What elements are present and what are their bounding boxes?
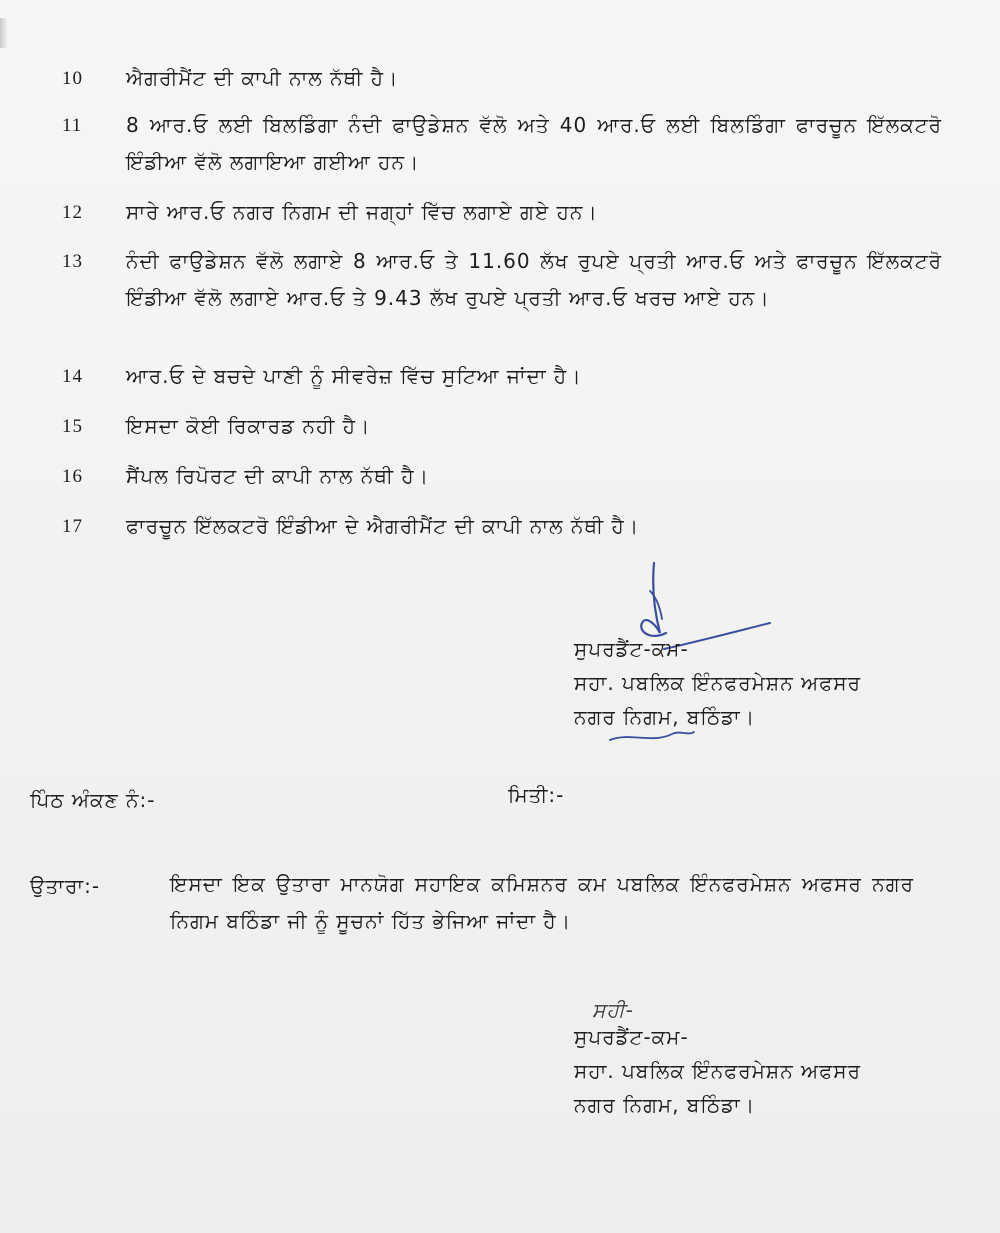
item-number: 13 [62,251,83,272]
item-number: 12 [62,202,83,223]
item-number: 10 [62,68,83,89]
handwritten-signed-mark: ਸਹੀ- [592,998,634,1022]
item-text: ਇਸਦਾ ਕੋਈ ਰਿਕਾਰਡ ਨਹੀ ਹੈ। [126,414,371,438]
signature-underline-scribble [606,726,696,746]
officer-title: ਸਹਾ. ਪਬਲਿਕ ਇੰਨਫਰਮੇਸ਼ਨ ਅਫਸਰ [574,1059,862,1083]
signature-block [574,632,861,734]
copy-text: ਇਸਦਾ ਇਕ ਉਤਾਰਾ ਮਾਨਯੋਗ ਸਹਾਇਕ ਕਮਿਸ਼ਨਰ ਕਮ ਪਬਲਿਕ ਇੰਨਫਰਮੇਸ਼ਨ ਅਫਸਰ ਨਗਰ ਨਿਗਮ ਬਠਿੰਡਾ ਜੀ ਨੂੰ ਸੂਚਨਾਂ ਹਿੱਤ ਭੇਜਿਆ ਜਾਂਦਾ ਹੈ। [170,872,914,933]
designation-text: ਸੁਪਰਡੈਂਟ-ਕਮ- [574,1025,689,1049]
item-text: 8 ਆਰ.ਓ ਲਈ ਬਿਲਡਿੰਗਾ ਨੰਦੀ ਫਾਉਡੇਸ਼ਨ ਵੱਲੋ ਅਤੇ 40 ਆਰ.ਓ ਲਈ ਬਿਲਡਿੰਗਾ ਫਾਰਚੂਨ ਇੱਲਕਟਰੋ ਇੰਡੀਆ ਵੱਲੋ ਲਗਾਇਆ ਗਈਆ ਹਨ। [126,113,942,174]
office-name: ਨਗਰ ਨਿਗਮ, ਬਠਿੰਡਾ। [574,705,756,729]
signature-block [574,1020,861,1122]
item-number: 11 [62,115,83,136]
office-name: ਨਗਰ ਨਿਗਮ, ਬਠਿੰਡਾ। [574,1093,756,1117]
item-number: 14 [62,366,83,387]
item-text: ਐਗਰੀਮੈਂਟ ਦੀ ਕਾਪੀ ਨਾਲ ਨੱਥੀ ਹੈ। [126,66,399,90]
item-text: ਸਾਰੇ ਆਰ.ਓ ਨਗਰ ਨਿਗਮ ਦੀ ਜਗ੍ਹਾਂ ਵਿੱਚ ਲਗਾਏ ਗਏ ਹਨ। [126,200,598,224]
item-text: ਫਾਰਚੂਨ ਇੱਲਕਟਰੋ ਇੰਡੀਆ ਦੇ ਐਗਰੀਮੈਂਟ ਦੀ ਕਾਪੀ ਨਾਲ ਨੱਥੀ ਹੈ। [126,514,640,538]
item-text: ਆਰ.ਓ ਦੇ ਬਚਦੇ ਪਾਣੀ ਨੂੰ ਸੀਵਰੇਜ਼ ਵਿੱਚ ਸੁਟਿਆ ਜਾਂਦਾ ਹੈ। [126,364,582,388]
endorsement-date-label: ਮਿਤੀ:- [508,783,565,807]
officer-title: ਸਹਾ. ਪਬਲਿਕ ਇੰਨਫਰਮੇਸ਼ਨ ਅਫਸਰ [574,671,862,695]
scan-edge-mark [0,18,8,48]
designation-text: ਸੁਪਰਡੈਂਟ-ਕਮ- [574,637,689,661]
item-number: 17 [62,516,83,537]
copy-label: ਉਤਾਰਾ:- [30,874,101,898]
endorsement-number-label: ਪਿੰਠ ਅੰਕਣ ਨੰ:- [30,788,156,812]
item-number: 15 [62,416,83,437]
item-text: ਸੈਂਪਲ ਰਿਪੋਰਟ ਦੀ ਕਾਪੀ ਨਾਲ ਨੱਥੀ ਹੈ। [126,464,430,488]
item-text: ਨੰਦੀ ਫਾਉਡੇਸ਼ਨ ਵੱਲੋ ਲਗਾਏ 8 ਆਰ.ਓ ਤੇ 11.60 ਲੱਖ ਰੁਪਏ ਪ੍ਰਤੀ ਆਰ.ਓ ਅਤੇ ਫਾਰਚੂਨ ਇੱਲਕਟਰੋ ਇੰਡੀਆ ਵੱਲੋ ਲਗਾਏ ਆਰ.ਓ ਤੇ 9.43 ਲੱਖ ਰੁਪਏ ਪ੍ਰਤੀ ਆਰ.ਓ ਖਰਚ ਆਏ ਹਨ। [126,249,942,310]
item-number: 16 [62,466,83,487]
